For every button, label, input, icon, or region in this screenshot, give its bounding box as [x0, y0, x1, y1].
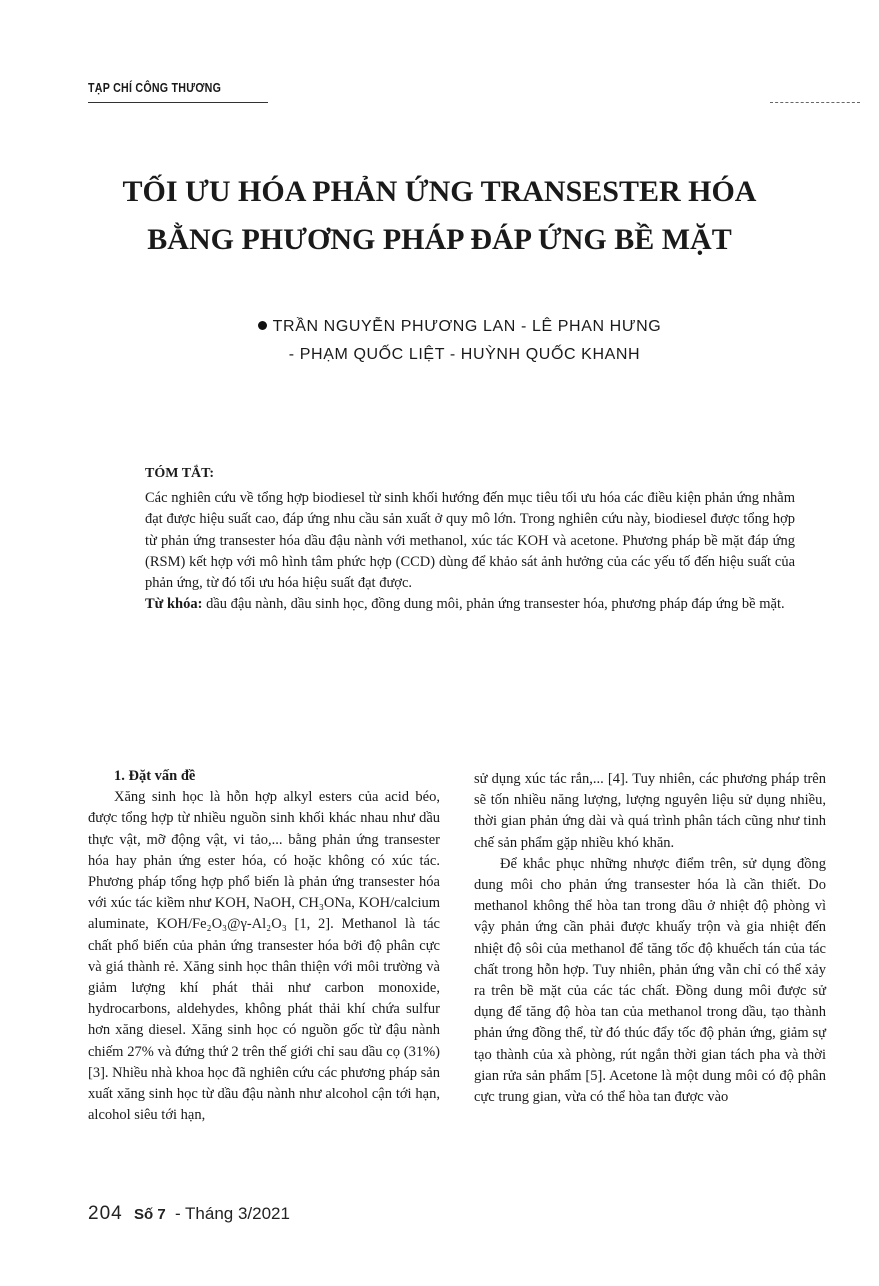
keywords-label: Từ khóa:: [145, 596, 203, 613]
page-footer: [88, 1203, 290, 1225]
keywords-text: dầu đậu nành, dầu sinh học, đồng dung môi, phản ứng transester hóa, phương pháp đáp ứng bề mặt.: [206, 596, 785, 613]
authors-line-1: [40, 313, 879, 341]
header-rule: [88, 102, 268, 103]
abstract-text: Các nghiên cứu về tổng hợp biodiesel từ sinh khối hướng đến mục tiêu tối ưu hóa các điều kiện phản ứng nhằm đạt được hiệu suất cao, đáp ứng nhu cầu sản xuất ở quy mô lớn. Trong nghiên cứu này, biodiesel được tổng hợp từ phản ứng transester hóa dầu đậu nành với methanol, xúc tác KOH và acetone. Phương pháp bề mặt đáp ứng (RSM) kết hợp với mô hình tâm phức hợp (CCD) dùng để khảo sát ảnh hưởng của các yếu tố đến hiệu suất của phản ứng, từ đó tối ưu hóa hiệu suất đạt được.: [145, 490, 795, 592]
abstract: [145, 463, 795, 615]
section-heading: 1. Đặt vấn đề: [114, 768, 196, 784]
header-dashed-rule: [770, 102, 860, 103]
issue-date: - Tháng 3/2021: [174, 1204, 290, 1223]
article-title: [0, 168, 879, 264]
left-column: [88, 766, 440, 1126]
left-paragraph: Xăng sinh học là hỗn hợp alkyl esters của acid béo, được tổng hợp từ nhiều nguồn sinh khối khác nhau như dầu thực vật, mỡ động vật, vi tảo,... bằng phản ứng transester hóa hay phản ứng ester hóa, có hoặc không có xúc tác. Phương pháp tổng hợp phổ biến là phản ứng transester hóa với xúc tác kiềm như KOH, NaOH, CH₃ONa, KOH/calcium aluminate, KOH/Fe₂O₃@γ-Al₂O₃ [1, 2]. Methanol là tác chất phổ biến của phản ứng transester hóa bởi độ phân cực và giá thành rẻ. Xăng sinh học thân thiện với môi trường và giảm lượng khí phát thải như carbon monoxide, hydrocarbons, aldehydes, không phát thải khí chứa sulfur hơn xăng diesel. Xăng sinh học có nguồn gốc từ đậu nành chiếm 27% và đứng thứ 2 trên thế giới chỉ sau dầu cọ (31%) [3]. Nhiều nhà khoa học đã nghiên cứu các phương pháp sản xuất xăng sinh học từ dầu đậu nành như alcohol cận tới hạn, alcohol siêu tới hạn,: [88, 789, 440, 1124]
right-paragraph-2: Để khắc phục những nhược điểm trên, sử dụng đồng dung môi cho phản ứng transester hóa là cần thiết. Do methanol không thể hòa tan trong dầu ở nhiệt độ phòng vì vậy phản ứng cần phải được khuấy trộn và gia nhiệt đến nhiệt độ sôi của methanol để tăng tốc độ khuếch tán của tác chất trong hỗn hợp. Tuy nhiên, phản ứng vẫn chỉ có thể xảy ra trên bề mặt của các tác chất. Đồng dung môi được sử dụng để tăng độ hòa tan của methanol trong dầu, tạo thành phản ứng đồng thể, từ đó thúc đẩy tốc độ phản ứng, giảm sự tạo thành của xà phòng, rút ngắn thời gian tách pha và thời gian rửa sản phẩm [5]. Acetone là một dung môi có độ phân cực trung gian, vừa có thể hòa tan được vào: [474, 855, 826, 1106]
right-paragraph-1: sử dụng xúc tác rắn,... [4]. Tuy nhiên, các phương pháp trên sẽ tốn nhiều năng lượng, lượng nguyên liệu sử dụng nhiều, thời gian phản ứng dài và quá trình phân tách cũng như tinh chế sản phẩm gặp nhiều khó khăn.: [474, 771, 826, 851]
issue-number: Số 7: [133, 1206, 166, 1223]
title-line-2: BẰNG PHƯƠNG PHÁP ĐÁP ỨNG BỀ MẶT: [147, 223, 732, 256]
right-column: [474, 769, 826, 1108]
bullet-icon: [258, 321, 267, 330]
keywords: [145, 594, 795, 615]
title-line-1: TỐI ƯU HÓA PHẢN ỨNG TRANSESTER HÓA: [122, 175, 757, 208]
authors-line-2: - PHẠM QUỐC LIỆT - HUỲNH QUỐC KHANH: [288, 346, 641, 363]
journal-header: TẠP CHÍ CÔNG THƯƠNG: [88, 80, 222, 95]
page-number: 204: [88, 1203, 123, 1224]
abstract-heading: TÓM TẮT:: [145, 466, 215, 481]
authors-line-1-text: TRẦN NGUYỄN PHƯƠNG LAN - LÊ PHAN HƯNG: [272, 318, 662, 335]
author-list: [0, 313, 879, 369]
